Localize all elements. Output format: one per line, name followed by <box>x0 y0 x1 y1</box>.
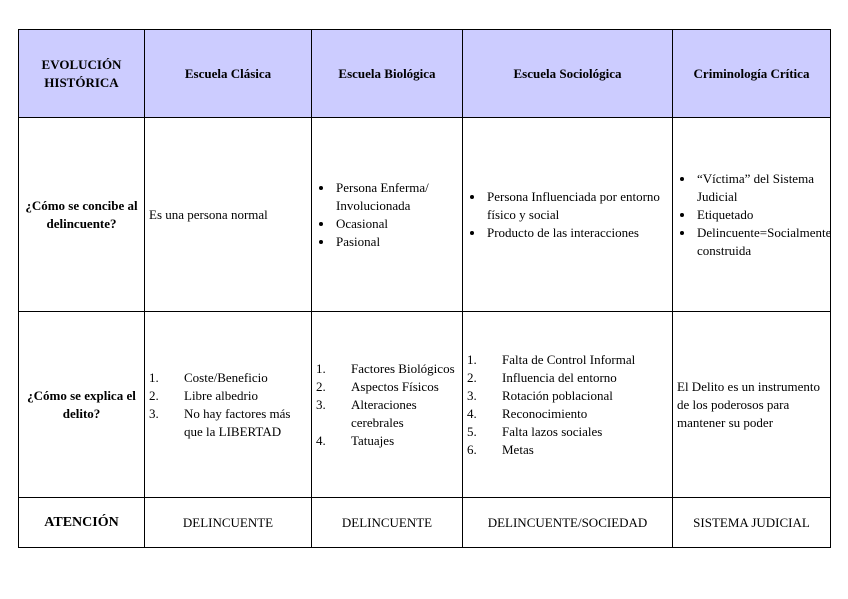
cell-concept-sociologica <box>463 118 673 312</box>
cell-attention-biologica: DELINCUENTE <box>312 498 463 548</box>
cell-explain-sociologica <box>463 312 673 498</box>
bullet-list <box>677 170 832 260</box>
item-number: 2. <box>316 378 326 394</box>
bullet-list <box>467 188 668 242</box>
cell-explain-biologica <box>312 312 463 498</box>
list-item: • “Víctima” del Sistema Judicial <box>695 170 826 206</box>
item-text: Alteraciones cerebrales <box>351 396 417 430</box>
list-item <box>149 369 307 387</box>
numbered-list <box>467 351 668 459</box>
list-item <box>467 423 668 441</box>
list-item <box>467 441 668 459</box>
item-number: 5. <box>467 423 477 439</box>
col-header-sociologica: Escuela Sociológica <box>463 30 673 118</box>
list-item: • Pasional <box>334 233 458 251</box>
list-item: • Persona Enferma/ Involucionada <box>334 179 458 215</box>
item-text: Factores Biológicos <box>351 360 455 376</box>
item-text: Influencia del entorno <box>502 369 617 385</box>
list-item <box>316 432 458 450</box>
item-text: Reconocimiento <box>502 405 588 421</box>
item-number: 3. <box>149 405 159 421</box>
item-number: 4. <box>467 405 477 421</box>
cell-concept-biologica <box>312 118 463 312</box>
item-text: Libre albedrio <box>184 387 258 403</box>
item-number: 2. <box>467 369 477 385</box>
item-number: 3. <box>467 387 477 403</box>
list-item <box>467 405 668 423</box>
row-explain <box>19 312 831 498</box>
list-item <box>467 369 668 387</box>
item-text: Falta de Control Informal <box>502 351 636 367</box>
list-item <box>467 387 668 405</box>
item-number: 2. <box>149 387 159 403</box>
header-row <box>19 30 831 118</box>
item-text: Tatuajes <box>351 432 395 448</box>
item-text: Aspectos Físicos <box>351 378 439 394</box>
row-attention <box>19 498 831 548</box>
col-header-critica: Criminología Crítica <box>673 30 831 118</box>
row-label-attention: ATENCIÓN <box>19 498 145 548</box>
item-text: Metas <box>502 441 534 457</box>
item-text: Rotación poblacional <box>502 387 613 403</box>
col-header-clasica: Escuela Clásica <box>145 30 312 118</box>
numbered-list <box>316 360 458 450</box>
list-item: • Producto de las interacciones <box>485 224 668 242</box>
item-text: Coste/Beneficio <box>184 369 268 385</box>
cell-explain-clasica <box>145 312 312 498</box>
list-item: • Delincuente=Socialmente construida <box>695 224 826 260</box>
row-concept <box>19 118 831 312</box>
row-label-concept: ¿Cómo se concibe al delincuente? <box>19 118 145 312</box>
criminology-comparison-table <box>18 29 831 548</box>
list-item <box>149 387 307 405</box>
list-item: • Etiquetado <box>695 206 826 224</box>
list-item: • Ocasional <box>334 215 458 233</box>
numbered-list <box>149 369 307 441</box>
item-text: Falta lazos sociales <box>502 423 603 439</box>
row-header-title: EVOLUCIÓN HISTÓRICA <box>19 30 145 118</box>
cell-concept-critica <box>673 118 831 312</box>
cell-attention-sociologica: DELINCUENTE/SOCIEDAD <box>463 498 673 548</box>
list-item <box>467 351 668 369</box>
cell-explain-critica <box>673 312 831 498</box>
list-item <box>316 378 458 396</box>
item-number: 1. <box>149 369 159 385</box>
list-item <box>316 396 458 432</box>
explain-critica-text: El Delito es un instrumento de los poderosos para mantener su poder <box>677 378 820 430</box>
col-header-biologica: Escuela Biológica <box>312 30 463 118</box>
row-label-explain: ¿Cómo se explica el delito? <box>19 312 145 498</box>
item-number: 3. <box>316 396 326 412</box>
list-item <box>149 405 307 441</box>
bullet-list <box>316 179 458 251</box>
list-item <box>316 360 458 378</box>
cell-concept-clasica: Es una persona normal <box>145 118 312 312</box>
item-number: 4. <box>316 432 326 448</box>
cell-attention-critica: SISTEMA JUDICIAL <box>673 498 831 548</box>
cell-attention-clasica: DELINCUENTE <box>145 498 312 548</box>
item-number: 1. <box>316 360 326 376</box>
item-text: No hay factores más que la LIBERTAD <box>184 405 291 439</box>
list-item: • Persona Influenciada por entorno físico y social <box>485 188 668 224</box>
item-number: 6. <box>467 441 477 457</box>
item-number: 1. <box>467 351 477 367</box>
